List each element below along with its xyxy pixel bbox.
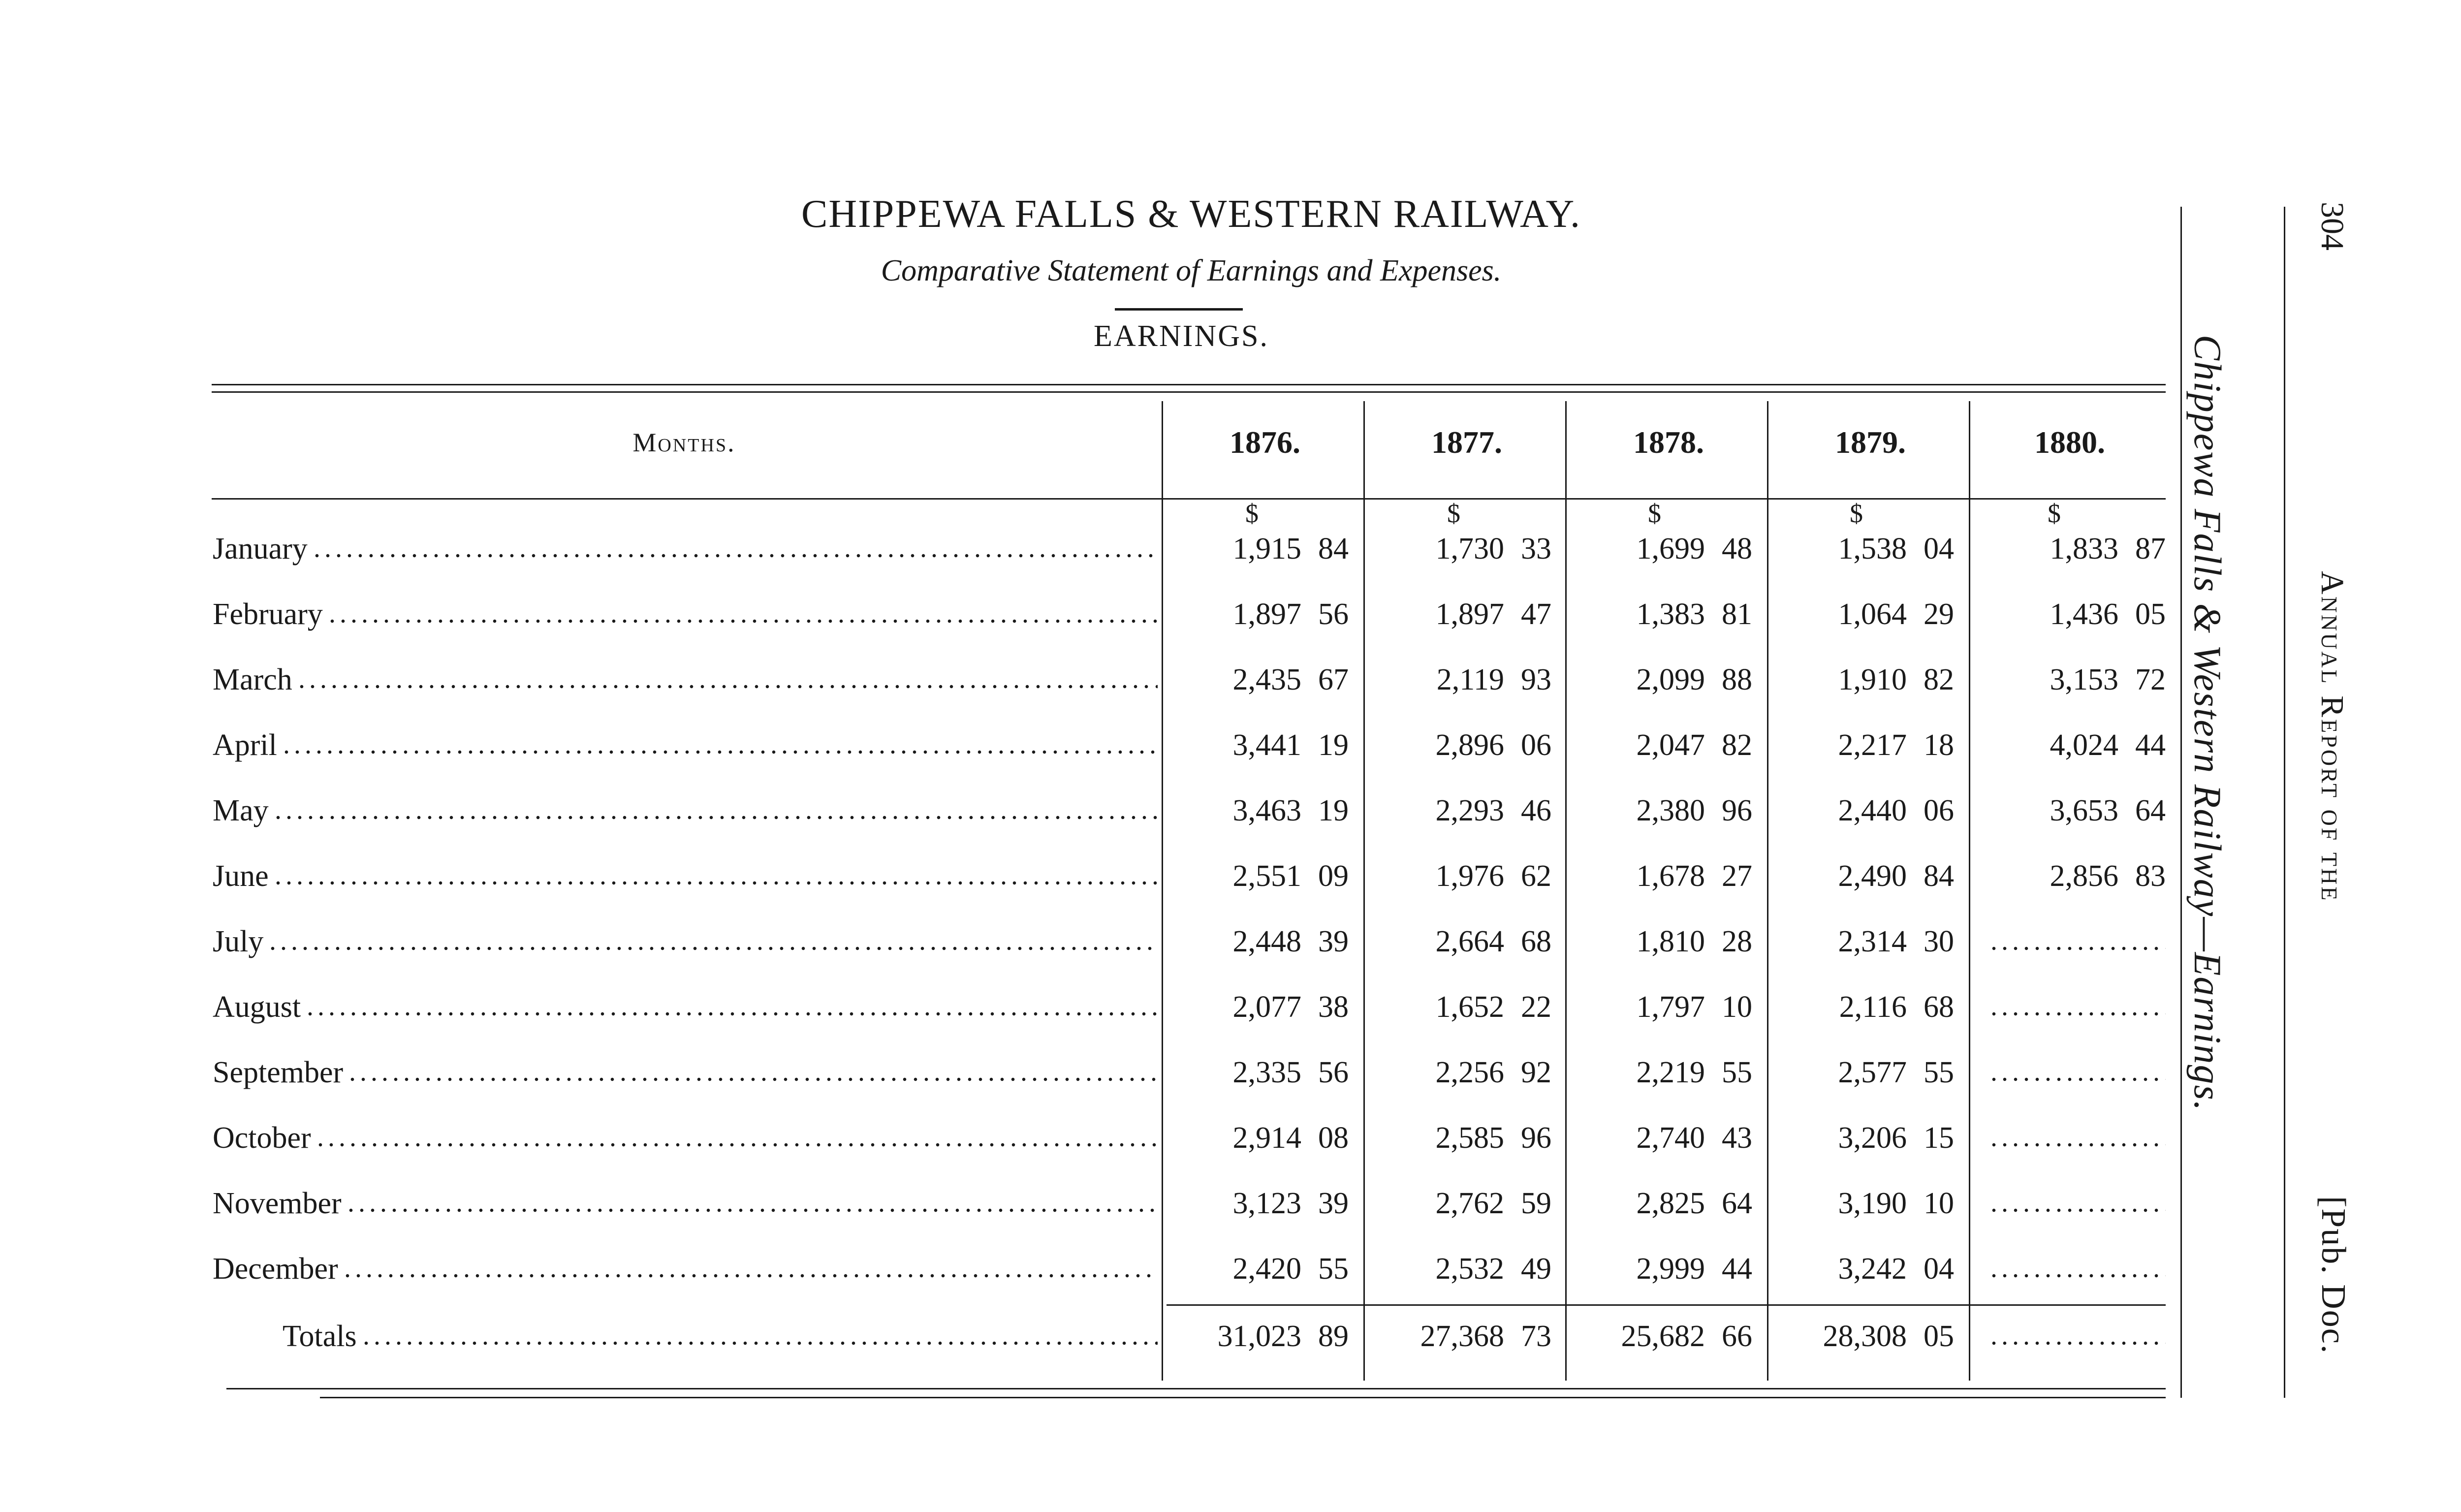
month-label	[213, 1176, 1158, 1230]
amount-dollars: 2,740	[1636, 1121, 1705, 1155]
currency-symbol: $	[1850, 499, 1863, 528]
amount-cell	[1575, 1111, 1752, 1165]
row-label-text: Totals	[283, 1319, 357, 1353]
amount-cell	[1171, 522, 1349, 576]
amount-cents: 96	[1521, 1121, 1551, 1155]
amount-cell	[1374, 849, 1551, 903]
dot-leader	[267, 946, 1158, 951]
amount-cents: 96	[1722, 793, 1752, 827]
amount-dollars: 2,293	[1435, 793, 1504, 827]
dot-leader	[346, 1208, 1158, 1213]
row-label-text: May	[213, 793, 269, 827]
amount-cents: 09	[1318, 859, 1349, 893]
amount-dollars: 3,123	[1232, 1186, 1301, 1220]
amount-cents: 62	[1521, 859, 1551, 893]
totals-label	[213, 1309, 1158, 1363]
amount-cents: 18	[1924, 728, 1954, 762]
amount-cell	[1374, 1176, 1551, 1230]
amount-dollars: 1,797	[1636, 990, 1705, 1024]
empty-cell-dots	[1988, 1208, 2166, 1213]
month-label	[213, 980, 1158, 1034]
amount-dollars: 2,825	[1636, 1186, 1705, 1220]
amount-cell	[1980, 849, 2166, 903]
amount-cell	[1171, 587, 1349, 641]
amount-cents: 04	[1924, 1252, 1954, 1286]
amount-cents: 39	[1318, 924, 1349, 958]
table-top-rule	[212, 384, 2166, 385]
amount-cents: 15	[1924, 1121, 1954, 1155]
running-head: Annual Report of the	[2314, 571, 2350, 903]
amount-cell	[1575, 1309, 1752, 1363]
section-title: EARNINGS.	[1094, 319, 1269, 353]
amount-dollars: 3,190	[1838, 1186, 1907, 1220]
amount-cents: 08	[1318, 1121, 1349, 1155]
row-label-text: July	[213, 924, 264, 958]
amount-cell	[1980, 1176, 2166, 1230]
amount-dollars: 1,730	[1435, 532, 1504, 566]
amount-cell	[1575, 1176, 1752, 1230]
amount-cents: 55	[1318, 1252, 1349, 1286]
amount-cents: 44	[2135, 728, 2166, 762]
amount-cell	[1374, 1309, 1551, 1363]
row-label-text: August	[213, 990, 301, 1024]
amount-dollars: 1,910	[1838, 662, 1907, 696]
amount-cell	[1980, 1111, 2166, 1165]
empty-cell-dots	[1988, 1273, 2166, 1278]
table-row	[0, 522, 2461, 587]
amount-cell	[1777, 980, 1954, 1034]
amount-cents: 28	[1722, 924, 1752, 958]
amount-cents: 67	[1318, 662, 1349, 696]
amount-dollars: 3,653	[2050, 793, 2118, 827]
row-label-text: January	[213, 532, 308, 566]
empty-cell-dots	[1988, 1142, 2166, 1147]
amount-cell	[1980, 653, 2166, 707]
table-row	[0, 914, 2461, 979]
table-row	[0, 587, 2461, 652]
row-label-text: October	[213, 1121, 311, 1155]
amount-cents: 06	[1521, 728, 1551, 762]
month-label	[213, 784, 1158, 838]
amount-cell	[1777, 849, 1954, 903]
amount-cell	[1777, 718, 1954, 772]
dot-leader	[342, 1273, 1158, 1278]
amount-dollars: 1,915	[1232, 532, 1301, 566]
amount-cents: 73	[1521, 1319, 1551, 1353]
amount-dollars: 2,335	[1232, 1055, 1301, 1089]
amount-cell	[1777, 1111, 1954, 1165]
amount-cents: 39	[1318, 1186, 1349, 1220]
amount-cents: 84	[1924, 859, 1954, 893]
amount-cell	[1980, 980, 2166, 1034]
amount-cell	[1575, 653, 1752, 707]
amount-cents: 64	[1722, 1186, 1752, 1220]
amount-cents: 56	[1318, 597, 1349, 631]
amount-cell	[1171, 718, 1349, 772]
amount-dollars: 2,762	[1435, 1186, 1504, 1220]
amount-cents: 10	[1722, 990, 1752, 1024]
empty-cell-dots	[1988, 1341, 2166, 1346]
amount-dollars: 3,441	[1232, 728, 1301, 762]
amount-dollars: 28,308	[1823, 1319, 1907, 1353]
dot-leader	[296, 684, 1158, 689]
amount-dollars: 2,532	[1435, 1252, 1504, 1286]
totals-row	[0, 1309, 2461, 1374]
month-label	[213, 587, 1158, 641]
amount-cell	[1980, 587, 2166, 641]
amount-dollars: 2,664	[1435, 924, 1504, 958]
month-label	[213, 1045, 1158, 1100]
amount-dollars: 1,678	[1636, 859, 1705, 893]
amount-dollars: 2,217	[1838, 728, 1907, 762]
empty-cell-dots	[1988, 946, 2166, 951]
table-row	[0, 849, 2461, 914]
amount-dollars: 1,976	[1435, 859, 1504, 893]
amount-cell	[1374, 980, 1551, 1034]
year-header-1877: 1877.	[1431, 425, 1502, 460]
dot-leader	[361, 1341, 1158, 1346]
amount-cents: 48	[1722, 532, 1752, 566]
amount-cell	[1374, 522, 1551, 576]
page-number: 304	[2314, 202, 2350, 251]
table-row	[0, 653, 2461, 718]
amount-dollars: 2,314	[1838, 924, 1907, 958]
amount-cell	[1374, 718, 1551, 772]
month-label	[213, 653, 1158, 707]
amount-dollars: 25,682	[1621, 1319, 1705, 1353]
amount-cell	[1980, 1309, 2166, 1363]
amount-dollars: 2,077	[1232, 990, 1301, 1024]
amount-cents: 84	[1318, 532, 1349, 566]
row-label-text: April	[213, 728, 277, 762]
amount-dollars: 2,435	[1232, 662, 1301, 696]
amount-cents: 47	[1521, 597, 1551, 631]
amount-dollars: 2,380	[1636, 793, 1705, 827]
amount-cell	[1575, 1242, 1752, 1296]
document-subtitle: Comparative Statement of Earnings and Expenses.	[881, 254, 1502, 287]
amount-cell	[1374, 1045, 1551, 1100]
amount-cents: 44	[1722, 1252, 1752, 1286]
amount-cell	[1980, 784, 2166, 838]
currency-symbol: $	[1245, 499, 1259, 528]
table-row	[0, 1045, 2461, 1110]
amount-cell	[1374, 1111, 1551, 1165]
amount-dollars: 2,047	[1636, 728, 1705, 762]
row-label-text: December	[213, 1252, 338, 1286]
amount-cents: 06	[1924, 793, 1954, 827]
amount-cell	[1777, 1176, 1954, 1230]
amount-dollars: 2,490	[1838, 859, 1907, 893]
amount-cell	[1575, 914, 1752, 969]
amount-dollars: 3,206	[1838, 1121, 1907, 1155]
amount-cents: 83	[2135, 859, 2166, 893]
amount-dollars: 2,448	[1232, 924, 1301, 958]
amount-cell	[1777, 1309, 1954, 1363]
amount-cents: 72	[2135, 662, 2166, 696]
amount-cell	[1575, 587, 1752, 641]
amount-cents: 29	[1924, 597, 1954, 631]
dot-leader	[327, 619, 1158, 624]
amount-dollars: 2,577	[1838, 1055, 1907, 1089]
amount-dollars: 2,999	[1636, 1252, 1705, 1286]
amount-dollars: 1,897	[1435, 597, 1504, 631]
row-label-text: September	[213, 1055, 344, 1089]
month-label	[213, 914, 1158, 969]
amount-cents: 27	[1722, 859, 1752, 893]
amount-cents: 64	[2135, 793, 2166, 827]
amount-dollars: 27,368	[1420, 1319, 1504, 1353]
amount-cents: 10	[1924, 1186, 1954, 1220]
amount-cell	[1171, 1045, 1349, 1100]
amount-cents: 82	[1924, 662, 1954, 696]
amount-dollars: 2,856	[2050, 859, 2118, 893]
document-title: CHIPPEWA FALLS & WESTERN RAILWAY.	[801, 192, 1581, 236]
table-row	[0, 718, 2461, 783]
amount-dollars: 2,551	[1232, 859, 1301, 893]
amount-cents: 19	[1318, 793, 1349, 827]
amount-cents: 66	[1722, 1319, 1752, 1353]
month-label	[213, 1242, 1158, 1296]
amount-cell	[1171, 1111, 1349, 1165]
amount-dollars: 1,652	[1435, 990, 1504, 1024]
amount-cell	[1171, 1309, 1349, 1363]
amount-cents: 82	[1722, 728, 1752, 762]
amount-cents: 87	[2135, 532, 2166, 566]
amount-cell	[1575, 522, 1752, 576]
amount-cell	[1575, 980, 1752, 1034]
amount-cell	[1374, 914, 1551, 969]
amount-cents: 33	[1521, 532, 1551, 566]
amount-dollars: 1,897	[1232, 597, 1301, 631]
amount-dollars: 3,463	[1232, 793, 1301, 827]
table-row	[0, 1242, 2461, 1307]
dot-leader	[273, 881, 1158, 885]
month-label	[213, 849, 1158, 903]
amount-cents: 55	[1722, 1055, 1752, 1089]
amount-cents: 38	[1318, 990, 1349, 1024]
amount-cents: 22	[1521, 990, 1551, 1024]
amount-cell	[1777, 522, 1954, 576]
dot-leader	[315, 1142, 1158, 1147]
amount-dollars: 31,023	[1217, 1319, 1301, 1353]
month-label	[213, 522, 1158, 576]
amount-cents: 46	[1521, 793, 1551, 827]
amount-cell	[1171, 653, 1349, 707]
amount-dollars: 1,833	[2050, 532, 2118, 566]
year-header-1876: 1876.	[1230, 425, 1300, 460]
table-row	[0, 980, 2461, 1045]
amount-cents: 93	[1521, 662, 1551, 696]
amount-cell	[1777, 653, 1954, 707]
row-label-text: June	[213, 859, 269, 893]
amount-dollars: 3,242	[1838, 1252, 1907, 1286]
amount-cell	[1980, 718, 2166, 772]
year-header-1880: 1880.	[2034, 425, 2105, 460]
amount-cents: 68	[1924, 990, 1954, 1024]
dot-leader	[305, 1011, 1158, 1016]
dot-leader	[347, 1077, 1158, 1082]
amount-cell	[1575, 784, 1752, 838]
amount-cell	[1777, 1242, 1954, 1296]
side-running-title: Chippewa Falls & Western Railway—Earnings.	[2186, 335, 2229, 1112]
amount-cell	[1575, 1045, 1752, 1100]
amount-cell	[1171, 784, 1349, 838]
amount-cell	[1777, 784, 1954, 838]
amount-dollars: 2,585	[1435, 1121, 1504, 1155]
amount-cents: 92	[1521, 1055, 1551, 1089]
table-row	[0, 1176, 2461, 1241]
year-header-1879: 1879.	[1835, 425, 1906, 460]
amount-dollars: 2,896	[1435, 728, 1504, 762]
amount-cell	[1777, 1045, 1954, 1100]
dot-leader	[312, 553, 1158, 558]
amount-cell	[1374, 784, 1551, 838]
amount-cents: 56	[1318, 1055, 1349, 1089]
table-row	[0, 1111, 2461, 1176]
amount-dollars: 1,383	[1636, 597, 1705, 631]
amount-cell	[1171, 849, 1349, 903]
amount-cents: 88	[1722, 662, 1752, 696]
amount-cell	[1777, 587, 1954, 641]
amount-cents: 30	[1924, 924, 1954, 958]
amount-cents: 68	[1521, 924, 1551, 958]
amount-cents: 89	[1318, 1319, 1349, 1353]
title-divider	[1115, 308, 1243, 311]
amount-cents: 19	[1318, 728, 1349, 762]
amount-dollars: 2,256	[1435, 1055, 1504, 1089]
month-label	[213, 1111, 1158, 1165]
table-bottom-rule	[226, 1388, 2166, 1389]
amount-cell	[1171, 1176, 1349, 1230]
amount-cell	[1171, 914, 1349, 969]
currency-symbol: $	[2048, 499, 2061, 528]
amount-cents: 59	[1521, 1186, 1551, 1220]
amount-dollars: 2,099	[1636, 662, 1705, 696]
amount-cell	[1374, 653, 1551, 707]
amount-dollars: 2,219	[1636, 1055, 1705, 1089]
header-bottom-rule	[212, 498, 2166, 500]
amount-dollars: 1,810	[1636, 924, 1705, 958]
amount-cell	[1575, 849, 1752, 903]
amount-dollars: 4,024	[2050, 728, 2118, 762]
amount-dollars: 2,914	[1232, 1121, 1301, 1155]
amount-dollars: 2,116	[1839, 990, 1907, 1024]
table-row	[0, 784, 2461, 849]
row-label-text: February	[213, 597, 323, 631]
amount-cell	[1374, 587, 1551, 641]
amount-cell	[1980, 1242, 2166, 1296]
table-top-rule-inner	[212, 391, 2166, 393]
amount-cell	[1980, 1045, 2166, 1100]
pub-doc-label: [Pub. Doc.	[2314, 1196, 2352, 1354]
table-bottom-rule-inner	[320, 1397, 2166, 1398]
currency-symbol: $	[1648, 499, 1661, 528]
amount-cell	[1171, 1242, 1349, 1296]
amount-cell	[1171, 980, 1349, 1034]
amount-cell	[1777, 914, 1954, 969]
row-label-text: November	[213, 1186, 342, 1220]
amount-dollars: 2,119	[1436, 662, 1504, 696]
amount-cell	[1575, 718, 1752, 772]
empty-cell-dots	[1988, 1011, 2166, 1016]
amount-cents: 05	[1924, 1319, 1954, 1353]
amount-cents: 81	[1722, 597, 1752, 631]
amount-dollars: 1,064	[1838, 597, 1907, 631]
amount-cell	[1980, 522, 2166, 576]
amount-cents: 05	[2135, 597, 2166, 631]
amount-cents: 43	[1722, 1121, 1752, 1155]
amount-cents: 49	[1521, 1252, 1551, 1286]
empty-cell-dots	[1988, 1077, 2166, 1082]
amount-dollars: 2,420	[1232, 1252, 1301, 1286]
dot-leader	[281, 750, 1158, 755]
amount-dollars: 1,436	[2050, 597, 2118, 631]
amount-cents: 04	[1924, 532, 1954, 566]
month-label	[213, 718, 1158, 772]
months-column-header: Months.	[632, 428, 736, 457]
amount-cents: 55	[1924, 1055, 1954, 1089]
amount-cell	[1980, 914, 2166, 969]
amount-dollars: 1,699	[1636, 532, 1705, 566]
dot-leader	[273, 815, 1158, 820]
amount-dollars: 3,153	[2050, 662, 2118, 696]
row-label-text: March	[213, 662, 292, 696]
amount-dollars: 2,440	[1838, 793, 1907, 827]
amount-cell	[1374, 1242, 1551, 1296]
currency-symbol: $	[1447, 499, 1460, 528]
year-header-1878: 1878.	[1633, 425, 1704, 460]
amount-dollars: 1,538	[1838, 532, 1907, 566]
